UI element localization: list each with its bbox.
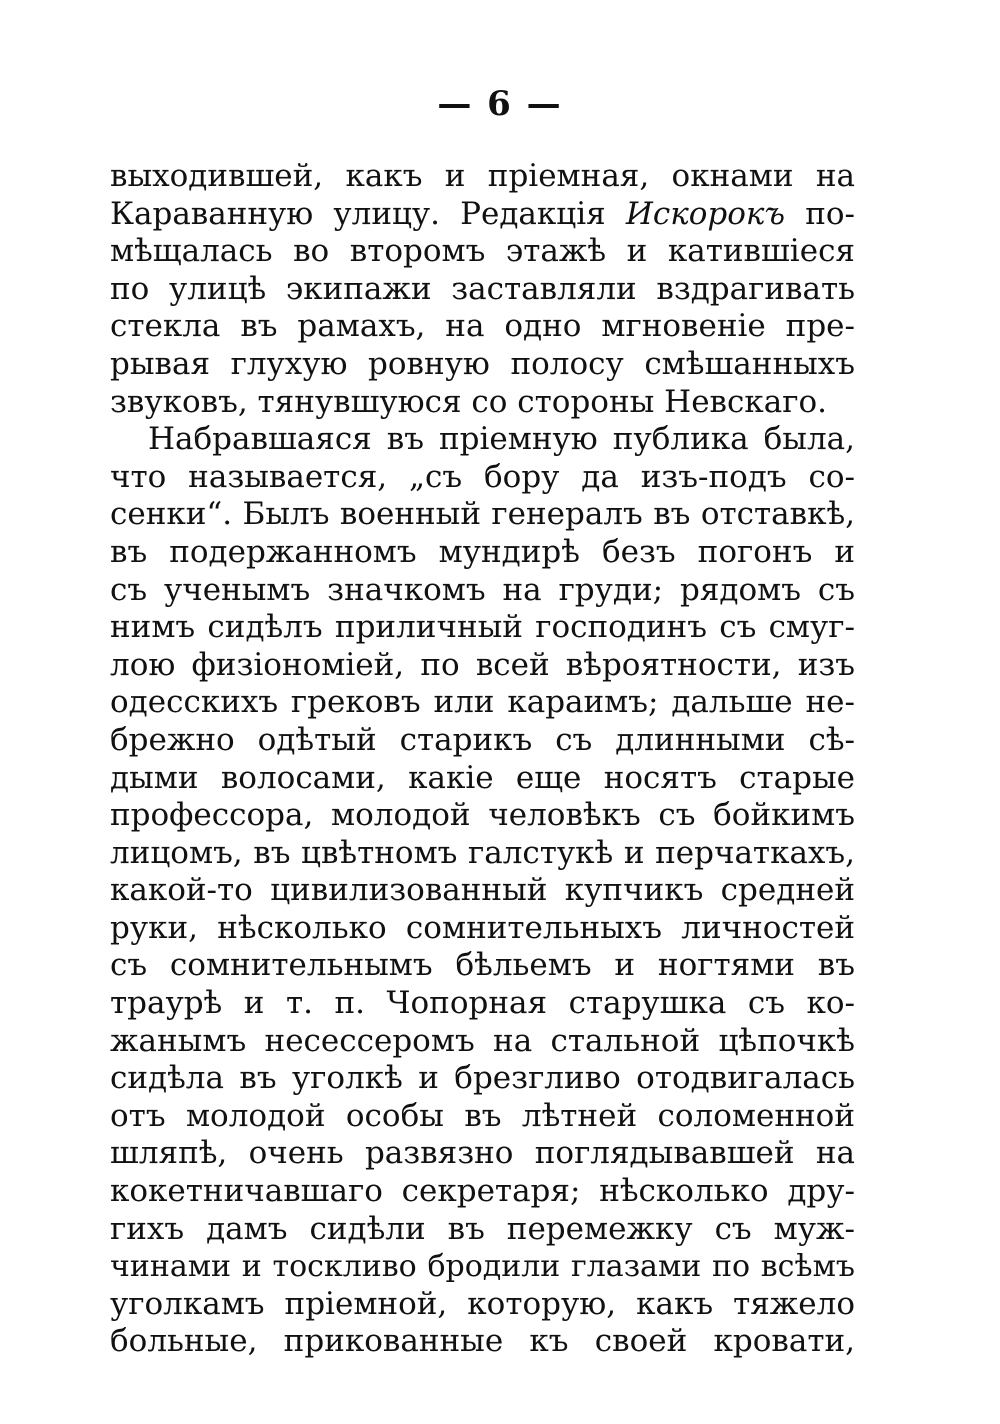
- text-line: сенки“. Былъ военный генералъ въ отставкѣ,: [110, 496, 855, 533]
- text-line: рывая глухую ровную полосу смѣшанныхъ: [110, 345, 855, 382]
- text-line: звуковъ, тянувшуюся со стороны Невскаго.: [110, 383, 827, 420]
- text-line: лою физіономіей, по всей вѣроятности, изъ: [110, 646, 855, 683]
- text-line: выходившей, какъ и пріемная, окнами на: [110, 158, 855, 194]
- text-line: стекла въ рамахъ, на одно мгновеніе пре-: [110, 308, 855, 345]
- page-number: — 6 —: [437, 84, 563, 124]
- text-line: руки, нѣсколько сомнительныхъ личностей: [110, 909, 855, 946]
- text-line: кокетничавшаго секретаря; нѣсколько дру-: [110, 1173, 855, 1210]
- text-line: профессора, молодой человѣкъ съ бойкимъ: [110, 797, 855, 834]
- text-line: дыми волосами, какіе еще носятъ старые: [110, 759, 855, 796]
- text-line: сидѣла въ уголкѣ и брезгливо отодвигалась: [110, 1060, 855, 1097]
- text-line: гихъ дамъ сидѣли въ перемежку съ муж-: [110, 1210, 855, 1247]
- text-line: чинами и тоскливо бродили глазами по всѣмъ: [110, 1249, 855, 1285]
- text-line: брежно одѣтый старикъ съ длинными сѣ-: [110, 721, 855, 758]
- text-line: жанымъ несессеромъ на стальной цѣпочкѣ: [110, 1022, 855, 1059]
- text-line: лицомъ, въ цвѣтномъ галстукѣ и перчаткахъ,: [110, 834, 855, 871]
- text-line: какой-то цивилизованный купчикъ средней: [110, 872, 855, 909]
- text-line: Набравшаяся въ пріемную публика была,: [148, 421, 855, 458]
- text-line: отъ молодой особы въ лѣтней соломенной: [110, 1097, 855, 1134]
- body-text: [110, 158, 855, 1361]
- text-line: съ ученымъ значкомъ на груди; рядомъ съ: [110, 571, 855, 608]
- text-line: шляпѣ, очень развязно поглядывавшей на: [110, 1135, 855, 1172]
- text-line: мѣщалась во второмъ этажѣ и катившіеся: [110, 233, 855, 270]
- text-line: траурѣ и т. п. Чопорная старушка съ ко-: [110, 985, 855, 1022]
- text-line: что называется, „съ бору да изъ-подъ со-: [110, 458, 855, 495]
- italic-title: Искорокъ: [625, 195, 786, 232]
- text-segment: Караванную улицу. Редакція: [110, 195, 626, 232]
- text-line: [110, 196, 855, 234]
- text-line: уголкамъ пріемной, которую, какъ тяжело: [110, 1285, 855, 1322]
- text-segment: по-: [785, 195, 855, 232]
- text-line: одесскихъ грековъ или караимъ; дальше не-: [110, 684, 855, 721]
- text-line: въ подержанномъ мундирѣ безъ погонъ и: [110, 533, 855, 570]
- text-line: больные, прикованные къ своей кровати,: [110, 1323, 855, 1360]
- text-line: съ сомнительнымъ бѣльемъ и ногтями въ: [110, 947, 855, 984]
- text-line: нимъ сидѣлъ приличный господинъ съ смуг-: [110, 609, 855, 646]
- text-line: по улицѣ экипажи заставляли вздрагивать: [110, 270, 855, 307]
